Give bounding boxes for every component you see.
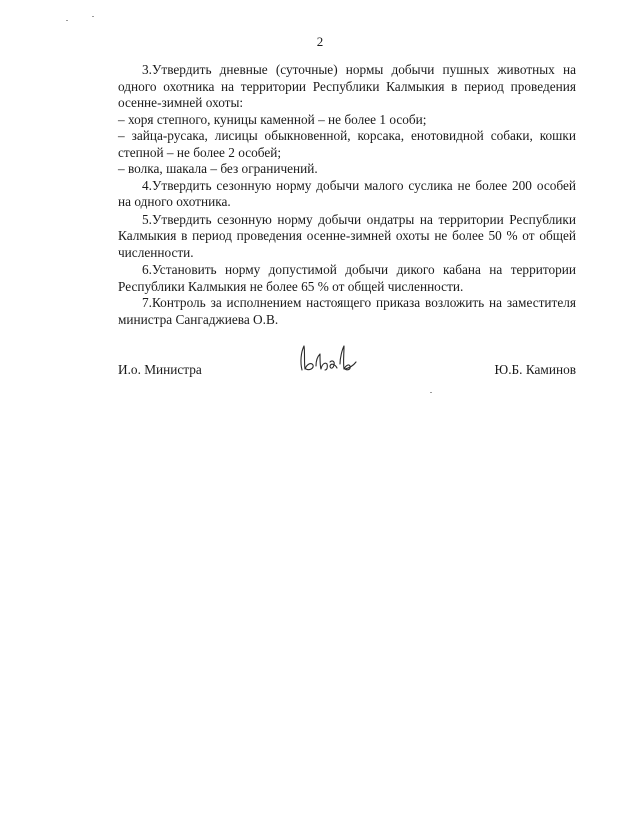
scan-speck [66,20,68,21]
paragraph-3-item-3: – волка, шакала – без ограничений. [118,161,318,176]
handwritten-signature [294,340,364,376]
signatory-title: И.о. Министра [118,362,202,377]
document-body [118,62,576,328]
signatory-name: Ю.Б. Каминов [494,362,576,377]
page-number: 2 [316,34,324,49]
signature-block [118,362,576,382]
paragraph-4: 4.Утвердить сезонную норму добычи малого суслика не более 200 особей на одного охотника. [118,177,576,209]
paragraph-7: 7.Контроль за исполнением настоящего приказа возложить на заместителя министра Сангаджиева О.В. [118,295,576,327]
paragraph-3-intro: 3.Утвердить дневные (суточные) нормы добычи пушных животных на одного охотника на территории Республики Калмыкия в период проведения осенне-зимней охоты: [118,62,576,110]
paragraph-5: 5.Утвердить сезонную норму добычи ондатры на территории Республики Калмыкия в период проведения осенне-зимней охоты не более 50 % от общей численности. [118,211,576,260]
paragraph-6: 6.Установить норму допустимой добычи дикого кабана на территории Республики Калмыкия не более 65 % от общей численности. [118,262,576,294]
scan-speck [430,392,432,393]
paragraph-3-item-1: – хоря степного, куницы каменной – не более 1 особи; [118,111,427,127]
scan-speck [92,16,94,17]
paragraph-3-item-2: – зайца-русака, лисицы обыкновенной, корсака, енотовидной собаки, кошки степной – не более 2 особей; [118,128,576,160]
